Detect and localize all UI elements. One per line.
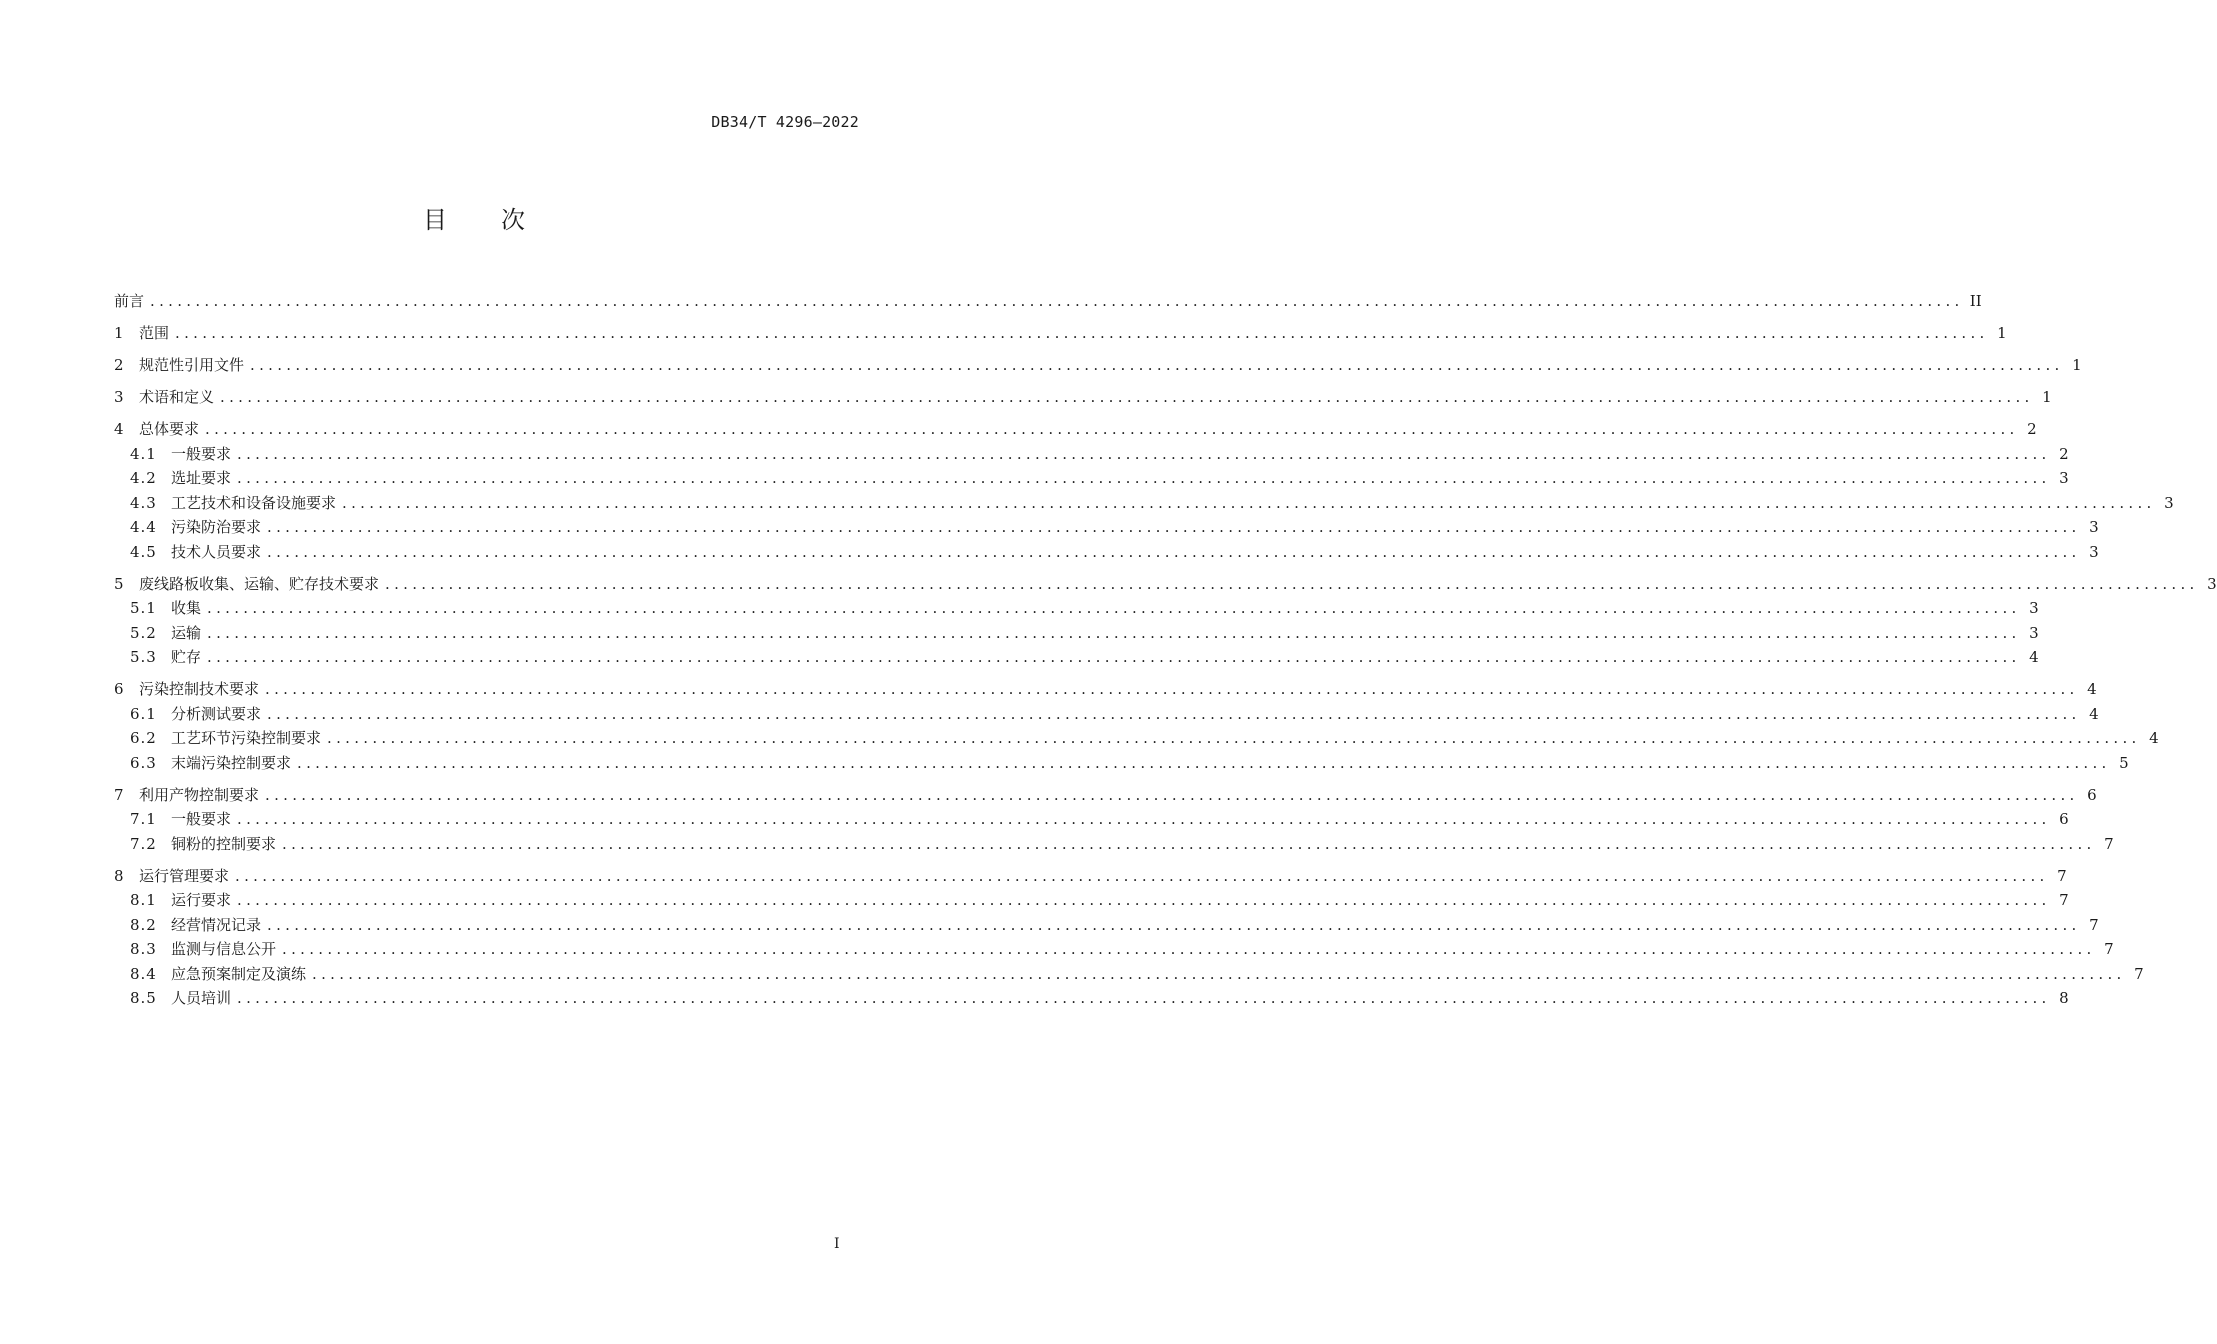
toc-entry-page: 3	[2029, 599, 2039, 617]
toc-entry-label: 分析测试要求	[171, 704, 262, 723]
toc-entry-number: 7.2	[130, 834, 157, 853]
page-title-part2: 次	[501, 206, 527, 234]
toc-entry-page: 6	[2087, 785, 2097, 804]
toc-entry-number: 4	[114, 420, 124, 438]
toc-entry-leader: ........................................................................................................................................................................................................	[220, 388, 2034, 406]
toc-entry[interactable]	[114, 464, 2069, 489]
toc-entry-label: 运输	[171, 623, 202, 642]
toc-entry-leader: ........................................................................................................................................................................................................	[237, 891, 2051, 909]
toc-entry[interactable]	[114, 699, 2099, 724]
toc-entry-leader: ........................................................................................................................................................................................................	[312, 964, 2126, 983]
toc-entry-number: 5	[114, 574, 124, 593]
toc-entry-label: 利用产物控制要求	[139, 785, 260, 804]
toc-entry-label: 运行管理要求	[139, 866, 230, 885]
toc-entry-number: 4.1	[130, 444, 157, 463]
toc-entry-leader: ........................................................................................................................................................................................................	[250, 356, 2064, 374]
toc-entry-leader: ........................................................................................................................................................................................................	[265, 785, 2079, 804]
toc-entry-number: 4.4	[130, 518, 157, 536]
toc-entry-number: 6.3	[130, 753, 157, 772]
toc-entry[interactable]	[114, 594, 2039, 619]
toc-entry-page: 3	[2029, 623, 2039, 642]
toc-entry[interactable]	[114, 984, 2069, 1009]
toc-entry-number: 2	[114, 356, 124, 374]
toc-entry-leader: ........................................................................................................................................................................................................	[265, 680, 2079, 698]
toc-entry-label: 工艺技术和设备设施要求	[171, 493, 337, 512]
toc-entry-page: 4	[2029, 648, 2039, 666]
toc-entry[interactable]	[114, 910, 2099, 935]
toc-entry[interactable]	[114, 854, 2067, 886]
toc-entry-page: 7	[2089, 915, 2099, 934]
toc-entry-page: 8	[2059, 989, 2069, 1007]
toc-entry-page: 5	[2119, 753, 2129, 772]
toc-entry-label: 工艺环节污染控制要求	[171, 729, 322, 747]
toc-entry-number: 3	[114, 388, 124, 406]
toc-entry-label: 运行要求	[171, 891, 232, 909]
toc-entry-number: 8.1	[130, 891, 157, 909]
page-title-part1: 目	[423, 206, 449, 234]
toc-entry-number: 8.3	[130, 940, 157, 958]
toc-entry[interactable]	[114, 488, 2174, 513]
toc-entry[interactable]	[114, 959, 2144, 984]
toc-entry-leader: ........................................................................................................................................................................................................	[207, 623, 2021, 642]
toc-entry-page: 7	[2104, 834, 2114, 853]
toc-entry-number: 8.2	[130, 915, 157, 934]
toc-entry-page: 3	[2164, 493, 2174, 512]
toc-entry-number: 4.3	[130, 493, 157, 512]
toc-entry-label: 监测与信息公开	[171, 940, 277, 958]
toc-entry-page: 3	[2059, 469, 2069, 487]
toc-entry-label: 人员培训	[171, 989, 232, 1007]
toc-entry-number: 1	[114, 324, 124, 342]
toc-entry-label: 技术人员要求	[171, 542, 262, 561]
toc-entry-number: 5.2	[130, 623, 157, 642]
toc-entry-page: 4	[2087, 680, 2097, 698]
toc-entry-label: 术语和定义	[139, 388, 215, 406]
toc-entry-leader: ........................................................................................................................................................................................................	[237, 444, 2051, 463]
toc-entry-label: 前言	[114, 292, 145, 310]
toc-entry-label: 污染控制技术要求	[139, 680, 260, 698]
toc-entry-label: 末端污染控制要求	[171, 753, 292, 772]
toc-entry-leader: ........................................................................................................................................................................................................	[282, 940, 2096, 958]
toc-entry[interactable]	[114, 375, 2052, 407]
toc-entry-page: 1	[2072, 356, 2082, 374]
toc-entry-label: 贮存	[171, 648, 202, 666]
toc-entry-number: 5.3	[130, 648, 157, 666]
toc-entry-label: 经营情况记录	[171, 915, 262, 934]
toc-entry-leader: ........................................................................................................................................................................................................	[267, 542, 2081, 561]
toc-entry-label: 应急预案制定及演练	[171, 964, 307, 983]
toc-entry[interactable]	[114, 439, 2069, 464]
toc-entry-number: 8	[114, 866, 124, 885]
toc-entry-label: 范围	[139, 324, 170, 342]
toc-entry-number: 4.5	[130, 542, 157, 561]
toc-entry-number: 8.4	[130, 964, 157, 983]
toc-entry[interactable]	[114, 287, 1982, 311]
toc-entry[interactable]	[114, 667, 2097, 699]
toc-entry-page: 4	[2149, 729, 2159, 747]
toc-entry-page: II	[1969, 292, 1982, 310]
toc-entry-leader: ........................................................................................................................................................................................................	[385, 574, 2199, 593]
toc-entry-leader: ........................................................................................................................................................................................................	[297, 753, 2111, 772]
toc-entry[interactable]	[114, 537, 2099, 562]
toc-entry-number: 8.5	[130, 989, 157, 1007]
toc-entry-leader: ........................................................................................................................................................................................................	[207, 648, 2021, 666]
toc-entry-page: 3	[2089, 518, 2099, 536]
toc-entry-label: 污染防治要求	[171, 518, 262, 536]
toc-entry[interactable]	[114, 829, 2114, 854]
toc-entry-leader: ........................................................................................................................................................................................................	[267, 915, 2081, 934]
toc-entry[interactable]	[114, 562, 2217, 594]
toc-entry-page: 7	[2104, 940, 2114, 958]
toc-entry-number: 5.1	[130, 599, 157, 617]
toc-entry-page: 7	[2057, 866, 2067, 885]
toc-entry-number: 7.1	[130, 810, 157, 828]
toc-entry-page: 3	[2089, 542, 2099, 561]
toc-entry[interactable]	[114, 886, 2069, 911]
toc-entry-leader: ........................................................................................................................................................................................................	[235, 866, 2049, 885]
toc-entry[interactable]	[114, 724, 2159, 749]
toc-entry-page: 4	[2089, 704, 2099, 723]
toc-entry-leader: ........................................................................................................................................................................................................	[267, 704, 2081, 723]
toc-entry[interactable]	[114, 805, 2069, 830]
toc-entry-label: 总体要求	[139, 420, 200, 438]
toc-entry[interactable]	[114, 311, 2007, 343]
toc-entry[interactable]	[114, 618, 2039, 643]
toc-entry-page: 2	[2059, 444, 2069, 463]
toc-entry-label: 一般要求	[171, 810, 232, 828]
page-number: I	[834, 1236, 840, 1252]
toc-entry[interactable]	[114, 513, 2099, 538]
toc-entry-label: 废线路板收集、运输、贮存技术要求	[139, 574, 380, 593]
toc-entry-number: 4.2	[130, 469, 157, 487]
document-code: DB34/T 4296—2022	[711, 113, 859, 131]
toc-entry-page: 1	[1997, 324, 2007, 342]
toc-entry-leader: ........................................................................................................................................................................................................	[267, 518, 2081, 536]
toc-entry-leader: ........................................................................................................................................................................................................	[205, 420, 2019, 438]
toc-entry-label: 一般要求	[171, 444, 232, 463]
toc-entry-leader: ........................................................................................................................................................................................................	[175, 324, 1989, 342]
toc-entry-leader: ........................................................................................................................................................................................................	[237, 989, 2051, 1007]
toc-entry-number: 6.2	[130, 729, 157, 747]
toc-entry[interactable]	[114, 343, 2082, 375]
toc-entry-page: 6	[2059, 810, 2069, 828]
toc-entry-number: 6.1	[130, 704, 157, 723]
toc-entry-label: 选址要求	[171, 469, 232, 487]
toc-entry[interactable]	[114, 773, 2097, 805]
toc-entry-leader: ........................................................................................................................................................................................................	[207, 599, 2021, 617]
toc-entry-leader: ........................................................................................................................................................................................................	[150, 292, 1964, 310]
toc-entry-leader: ........................................................................................................................................................................................................	[342, 493, 2156, 512]
toc-entry-leader: ........................................................................................................................................................................................................	[282, 834, 2096, 853]
toc-entry[interactable]	[114, 935, 2114, 960]
toc-entry-number: 6	[114, 680, 124, 698]
toc-entry[interactable]	[114, 748, 2129, 773]
toc-entry-page: 2	[2027, 420, 2037, 438]
toc-entry-leader: ........................................................................................................................................................................................................	[237, 810, 2051, 828]
table-of-contents	[114, 287, 2217, 1008]
toc-entry[interactable]	[114, 407, 2037, 439]
toc-entry-leader: ........................................................................................................................................................................................................	[237, 469, 2051, 487]
toc-entry-label: 规范性引用文件	[139, 356, 245, 374]
toc-entry-page: 7	[2134, 964, 2144, 983]
toc-entry-label: 铜粉的控制要求	[171, 834, 277, 853]
toc-entry-page: 7	[2059, 891, 2069, 909]
toc-entry-page: 3	[2207, 574, 2217, 593]
page-title	[0, 200, 950, 235]
toc-entry-page: 1	[2042, 388, 2052, 406]
toc-entry-leader: ........................................................................................................................................................................................................	[327, 729, 2141, 747]
toc-entry-number: 7	[114, 785, 124, 804]
toc-entry-label: 收集	[171, 599, 202, 617]
toc-entry[interactable]	[114, 643, 2039, 668]
